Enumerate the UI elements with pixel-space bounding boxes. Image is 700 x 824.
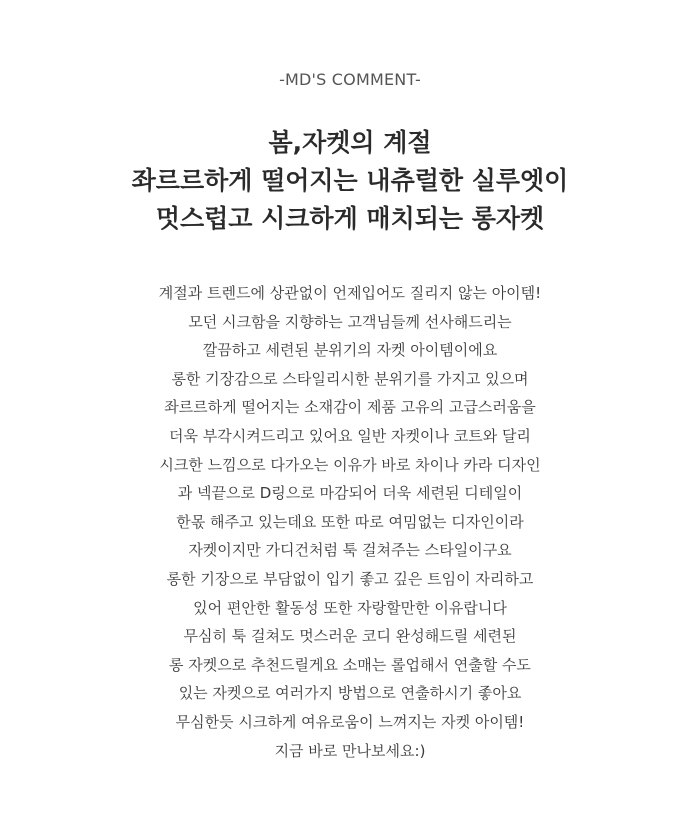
description-line: 지금 바로 만나보세요:)	[274, 741, 426, 760]
headline	[0, 124, 700, 238]
section-label: -MD'S COMMENT-	[279, 70, 421, 89]
description-line: 자켓이지만 가디건처럼 툭 걸쳐주는 스타일이구요	[188, 541, 512, 560]
description-line: 깔끔하고 세련된 분위기의 자켓 아이템이에요	[202, 341, 498, 360]
description-body	[0, 279, 700, 765]
description-line: 롱 자켓으로 추천드릴게요 소매는 롤업해서 연출할 수도	[169, 655, 531, 674]
description-line: 과 넥끝으로 D링으로 마감되어 더욱 세련된 디테일이	[177, 484, 523, 503]
headline-line: 봄,자켓의 계절	[268, 128, 432, 157]
description-line: 무심한듯 시크하게 여유로움이 느껴지는 자켓 아이템!	[175, 712, 525, 731]
headline-line: 멋스럽고 시크하게 매치되는 롱자켓	[155, 204, 545, 233]
headline-line: 좌르르하게 떨어지는 내츄럴한 실루엣이	[131, 166, 569, 195]
description-line: 롱한 기장감으로 스타일리시한 분위기를 가지고 있으며	[171, 369, 529, 388]
description-line: 더욱 부각시켜드리고 있어요 일반 자켓이나 코트와 달리	[169, 426, 531, 445]
description-line: 한몫 해주고 있는데요 또한 따로 여밈없는 디자인이라	[176, 512, 524, 531]
description-line: 계절과 트렌드에 상관없이 언제입어도 질리지 않는 아이템!	[158, 284, 542, 302]
description-line: 무심히 툭 걸쳐도 멋스러운 코디 완성해드릴 세련된	[183, 627, 517, 646]
description-line: 있는 자켓으로 여러가지 방법으로 연출하시기 좋아요	[178, 684, 522, 703]
description-line: 롱한 기장으로 부담없이 입기 좋고 깊은 트임이 자리하고	[166, 569, 534, 588]
description-line: 있어 편안한 활동성 또한 자랑할만한 이유랍니다	[193, 598, 507, 617]
description-line: 모던 시크함을 지향하는 고객님들께 선사해드리는	[188, 312, 512, 331]
description-line: 좌르르하게 떨어지는 소재감이 제품 고유의 고급스러움을	[164, 398, 536, 417]
description-line: 시크한 느낌으로 다가오는 이유가 바로 차이나 카라 디자인	[159, 455, 541, 474]
